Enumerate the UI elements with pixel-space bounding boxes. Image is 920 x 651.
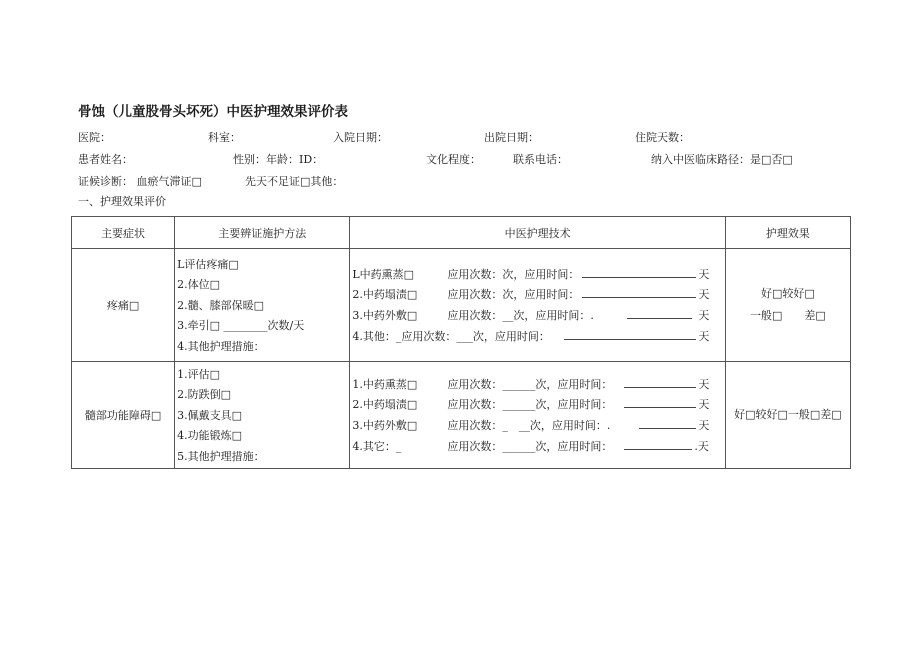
technique-frequency: 应用次数：______次，应用时间： xyxy=(447,377,613,391)
effect-cell xyxy=(725,249,850,362)
method-item: 2.髓、膝部保暖□ xyxy=(177,298,265,312)
effect-option: 好□较好□一般□差□ xyxy=(734,408,842,421)
technique-frequency: 应用次数：次，应用时间： xyxy=(447,267,580,281)
technique-unit: 天 xyxy=(698,267,710,281)
technique-line xyxy=(352,285,724,306)
technique-line xyxy=(352,265,724,286)
symptom-cell: 疼痛□ xyxy=(72,249,175,362)
header-symptom: 主要症状 xyxy=(72,217,175,249)
method-item: 1.评估□ xyxy=(177,367,221,381)
method-item: 3.佩戴支具□ xyxy=(177,408,243,422)
technique-frequency: 应用次数：__次，应用时间：. xyxy=(447,309,594,322)
admit-date-field: 入院日期： xyxy=(333,131,388,144)
method-item: 5.其他护理措施： xyxy=(177,449,265,463)
technique-line xyxy=(352,395,724,416)
stay-days-field: 住院天数： xyxy=(635,131,690,144)
symptom-cell: 髓部功能障碍□ xyxy=(72,362,175,469)
hospital-field: 医院： xyxy=(78,131,111,144)
table-header-row xyxy=(72,217,851,249)
technique-name: 1.中药熏蒸□ xyxy=(352,377,418,391)
effect-option: 好□较好□ xyxy=(761,287,815,300)
technique-unit: 天 xyxy=(698,419,710,432)
technique-frequency: 应用次数：_ __次，应用时间：. xyxy=(447,419,611,432)
department-field: 科室： xyxy=(208,131,241,144)
technique-frequency: 应用次数：次，应用时间： xyxy=(447,288,580,302)
discharge-date-field: 出院日期： xyxy=(484,131,539,144)
clinical-pathway-field: 纳入中医临床路径：是□否□ xyxy=(651,153,793,166)
education-field: 文化程度： xyxy=(426,153,481,166)
techniques-cell xyxy=(350,249,725,362)
gender-age-id-field: 性别：年龄：ID： xyxy=(233,153,324,166)
technique-line xyxy=(352,437,724,458)
method-item: 3.牵引□ ________次数/天 xyxy=(177,319,305,333)
effect-cell xyxy=(725,362,850,469)
technique-frequency: 应用次数：______次，应用时间： xyxy=(447,439,613,453)
table-row xyxy=(72,362,851,469)
evaluation-table xyxy=(71,216,851,469)
technique-unit: .天 xyxy=(694,439,709,453)
table-row xyxy=(72,249,851,362)
methods-cell xyxy=(175,362,350,469)
technique-unit: 天 xyxy=(698,329,710,343)
technique-name: 3.中药外敷□ xyxy=(352,309,418,322)
method-item: 2.体位□ xyxy=(177,278,221,292)
diagnosis-field: 证候诊断： 血瘀气滞证□ xyxy=(78,175,202,188)
method-item: 4.其他护理措施： xyxy=(177,339,265,353)
technique-name: L中药熏蒸□ xyxy=(352,267,415,281)
technique-unit: 天 xyxy=(698,377,710,391)
page-title: 骨蚀（儿童股骨头坏死）中医护理效果评价表 xyxy=(78,104,348,120)
technique-line xyxy=(352,306,724,327)
method-item: 2.防跌倒□ xyxy=(177,388,232,402)
technique-name: 2.中药塌渍□ xyxy=(352,398,418,412)
patient-name-field: 患者姓名： xyxy=(78,153,133,166)
technique-unit: 天 xyxy=(698,309,710,322)
methods-cell xyxy=(175,249,350,362)
header-effect: 护理效果 xyxy=(725,217,850,249)
phone-field: 联系电话： xyxy=(513,153,568,166)
header-methods: 主要辨证施护方法 xyxy=(175,217,350,249)
technique-unit: 天 xyxy=(698,398,710,412)
section-title: 一、护理效果评价 xyxy=(78,195,166,208)
technique-name: 4.其他：_应用次数：___次，应用时间： xyxy=(352,329,550,343)
technique-name: 4.其它：_ xyxy=(352,439,402,453)
diagnosis-other-field: 先天不足证□其他： xyxy=(245,175,344,188)
method-item: L评估疼痛□ xyxy=(177,257,239,271)
technique-name: 3.中药外敷□ xyxy=(352,419,418,432)
effect-option: 一般□ 差□ xyxy=(750,309,826,322)
technique-line xyxy=(352,327,724,348)
technique-unit: 天 xyxy=(698,288,710,302)
header-techniques: 中医护理技术 xyxy=(350,217,725,249)
technique-line xyxy=(352,375,724,396)
technique-frequency: 应用次数：______次，应用时间： xyxy=(447,398,613,412)
techniques-cell xyxy=(350,362,725,469)
method-item: 4.功能锻炼□ xyxy=(177,429,243,443)
technique-name: 2.中药塌渍□ xyxy=(352,288,418,302)
technique-line xyxy=(352,416,724,437)
